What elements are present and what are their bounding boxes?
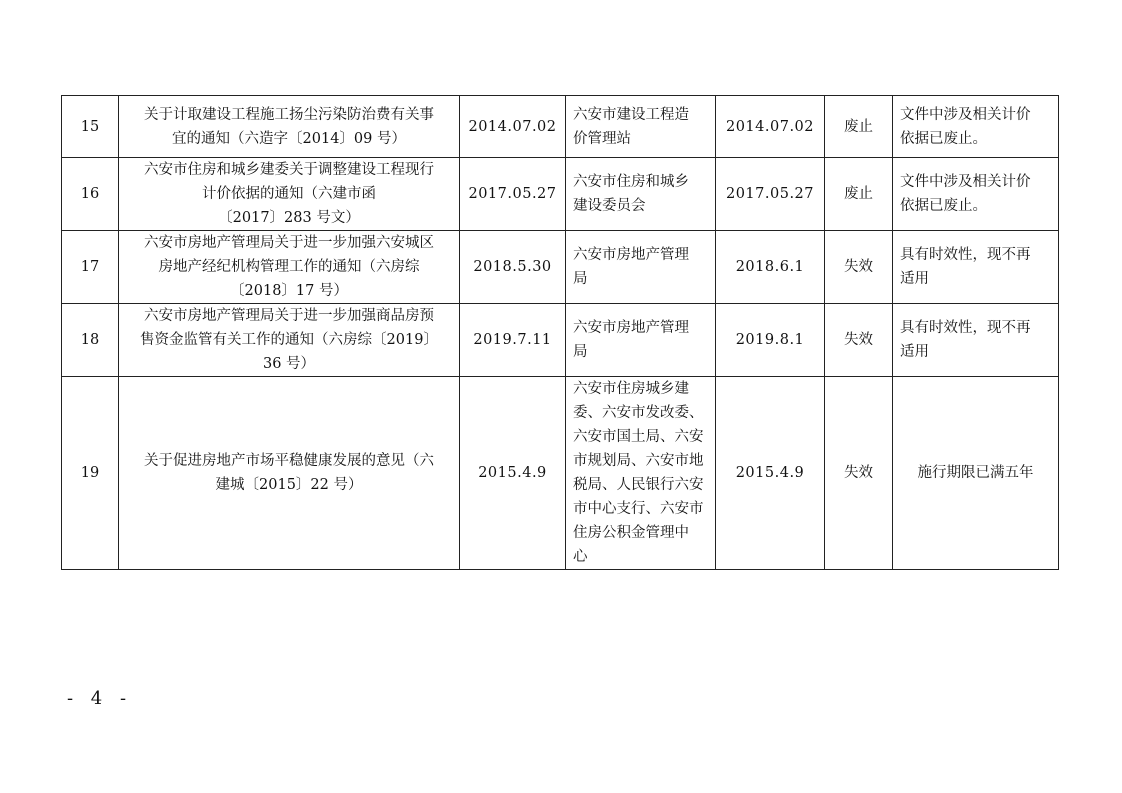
page-number: - 4 - [67, 688, 133, 709]
table-row [62, 96, 1059, 158]
issuing-authority: 六安市住房和城乡 建设委员会 [566, 158, 716, 231]
issuing-authority: 六安市住房城乡建 委、六安市发改委、 六安市国土局、六安 市规划局、六安市地 税局、人民银行六安 市中心支行、六安市 住房公积金管理中 心 [566, 377, 716, 570]
row-number: 18 [62, 304, 119, 377]
document-title: 六安市房地产管理局关于进一步加强六安城区 房地产经纪机构管理工作的通知（六房综 〔2018〕17 号） [119, 231, 460, 304]
reason: 具有时效性，现不再 适用 [893, 304, 1059, 377]
issuing-authority: 六安市建设工程造 价管理站 [566, 96, 716, 158]
effective-date: 2015.4.9 [716, 377, 825, 570]
row-number: 19 [62, 377, 119, 570]
document-title: 六安市住房和城乡建委关于调整建设工程现行 计价依据的通知（六建市函 〔2017〕283 号文） [119, 158, 460, 231]
effective-date: 2017.05.27 [716, 158, 825, 231]
table-row [62, 158, 1059, 231]
document-title: 关于促进房地产市场平稳健康发展的意见（六 建城〔2015〕22 号） [119, 377, 460, 570]
effective-date: 2018.6.1 [716, 231, 825, 304]
reason: 文件中涉及相关计价 依据已废止。 [893, 158, 1059, 231]
row-number: 15 [62, 96, 119, 158]
document-title: 关于计取建设工程施工扬尘污染防治费有关事 宜的通知（六造字〔2014〕09 号） [119, 96, 460, 158]
status: 失效 [825, 377, 893, 570]
status: 废止 [825, 158, 893, 231]
status: 废止 [825, 96, 893, 158]
reason: 具有时效性，现不再 适用 [893, 231, 1059, 304]
issuing-authority: 六安市房地产管理 局 [566, 304, 716, 377]
reason: 施行期限已满五年 [893, 377, 1059, 570]
issue-date: 2017.05.27 [460, 158, 566, 231]
issue-date: 2019.7.11 [460, 304, 566, 377]
issue-date: 2014.07.02 [460, 96, 566, 158]
issue-date: 2015.4.9 [460, 377, 566, 570]
table-row [62, 304, 1059, 377]
effective-date: 2019.8.1 [716, 304, 825, 377]
status: 失效 [825, 304, 893, 377]
table-row [62, 377, 1059, 570]
document-title: 六安市房地产管理局关于进一步加强商品房预 售资金监管有关工作的通知（六房综〔2019〕 36 号） [119, 304, 460, 377]
reason: 文件中涉及相关计价 依据已废止。 [893, 96, 1059, 158]
table-row [62, 231, 1059, 304]
row-number: 16 [62, 158, 119, 231]
effective-date: 2014.07.02 [716, 96, 825, 158]
issuing-authority: 六安市房地产管理 局 [566, 231, 716, 304]
regulation-table [61, 95, 1059, 570]
status: 失效 [825, 231, 893, 304]
row-number: 17 [62, 231, 119, 304]
issue-date: 2018.5.30 [460, 231, 566, 304]
